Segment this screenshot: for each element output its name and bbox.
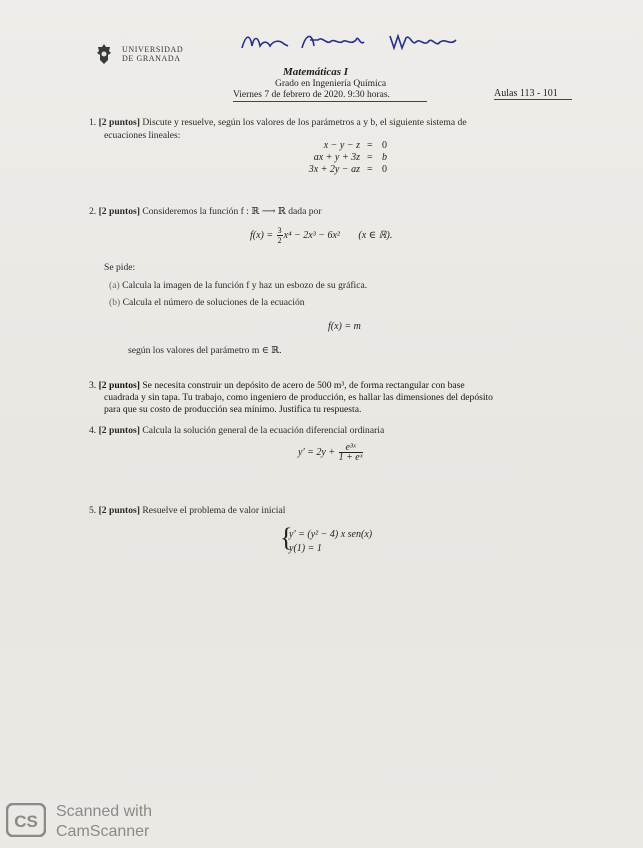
exam-date: Viernes 7 de febrero de 2020. 9:30 horas. bbox=[233, 90, 390, 100]
equation-row: 3x + 2y − az = 0 bbox=[308, 164, 387, 175]
problem-1-statement: 1. [2 puntos] Discute y resuelve, según los valores de los parámetros a y b, el siguiente sistema de bbox=[89, 117, 467, 128]
problem-3-statement-cont: cuadrada y sin tapa. Tu trabajo, como ingeniero de producción, es hallar las dimensiones del depósito bbox=[104, 392, 493, 403]
rooms-rule bbox=[494, 99, 572, 100]
problem-4-statement: 4. [2 puntos] Calcula la solución general de la ecuación diferencial ordinaria bbox=[89, 425, 385, 436]
problem-2-ask: Se pide: bbox=[104, 262, 136, 273]
linear-system bbox=[288, 140, 398, 176]
ivp-condition: y(1) = 1 bbox=[289, 543, 322, 554]
problem-1-statement-cont: ecuaciones lineales: bbox=[104, 130, 181, 141]
ode-equation: y′ = 2y + $\frac{\text{e³ˣ}}{\text{1 + eˣ}}$ bbox=[298, 442, 363, 463]
problem-2-item-a: (a) Calcula la imagen de la función f y haz un esbozo de su gráfica. bbox=[109, 280, 368, 291]
course-title: Matemáticas I bbox=[283, 66, 349, 78]
problem-2-statement: 2. [2 puntos] Consideremos la función f : ℝ ⟶ ℝ dada por bbox=[89, 206, 322, 217]
university-name: UNIVERSIDAD DE GRANADA bbox=[122, 45, 184, 63]
fraction: $\frac{\text{e³ˣ}}{\text{1 + eˣ}}$ bbox=[338, 442, 363, 463]
header-rule bbox=[233, 101, 427, 102]
svg-text:CS: CS bbox=[14, 812, 38, 831]
equation-row: ax + y + 3z = b bbox=[313, 152, 387, 163]
left-brace: { bbox=[280, 523, 293, 552]
camscanner-watermark: Scanned with CamScanner bbox=[56, 803, 153, 840]
function-definition: f(x) = $\frac{3}{2}$ x⁴ − 2x³ − 6x² (x ∈ ℝ). bbox=[250, 226, 393, 245]
problem-3-statement: 3. [2 puntos] Se necesita construir un depósito de acero de 500 m³, de forma rectangular con base bbox=[89, 380, 465, 391]
camscanner-logo-icon bbox=[6, 803, 46, 837]
fraction: $\frac{3}{2}$ bbox=[277, 226, 282, 245]
exam-rooms: Aulas 113 - 101 bbox=[494, 88, 558, 99]
ivp-equation: y′ = (y² − 4) x sen(x) bbox=[289, 529, 373, 540]
degree-name: Grado en Ingeniería Química bbox=[275, 79, 387, 89]
university-crest-icon bbox=[96, 44, 112, 64]
problem-2-parameter-note: según los valores del parámetro m ∈ ℝ. bbox=[128, 345, 282, 356]
equation-row: x − y − z = 0 bbox=[323, 140, 387, 151]
problem-5-statement: 5. [2 puntos] Resuelve el problema de valor inicial bbox=[89, 505, 286, 516]
problem-3-statement-cont: para que su costo de producción sea mínimo. Justifica tu respuesta. bbox=[104, 404, 362, 415]
handwritten-signature bbox=[240, 30, 470, 54]
problem-2-item-b: (b) Calcula el número de soluciones de la ecuación bbox=[109, 297, 305, 308]
equation-f-equals-m: f(x) = m bbox=[328, 321, 361, 332]
